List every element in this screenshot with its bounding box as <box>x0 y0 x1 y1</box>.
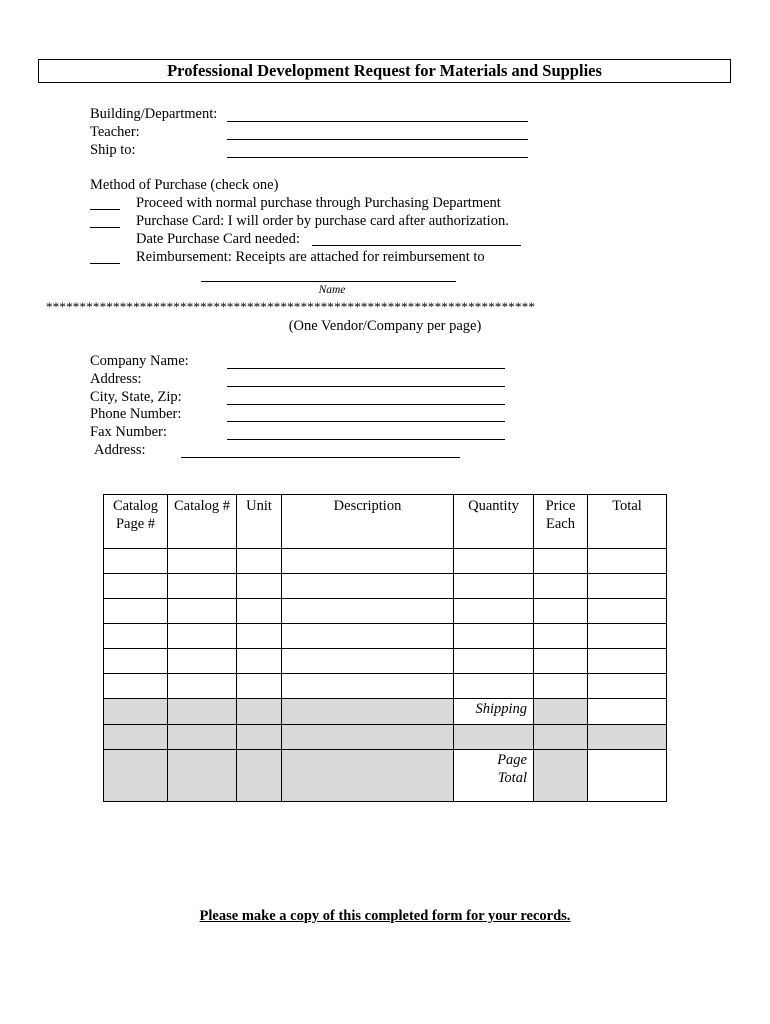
table-cell[interactable] <box>454 624 534 649</box>
date-needed-field[interactable] <box>312 245 521 246</box>
header-total: Total <box>588 495 667 549</box>
table-cell[interactable] <box>534 599 588 624</box>
table-cell[interactable] <box>454 649 534 674</box>
table-cell[interactable] <box>104 549 168 574</box>
grey-cell <box>282 699 454 725</box>
shipping-row <box>104 699 667 725</box>
items-table <box>103 494 667 802</box>
table-cell[interactable] <box>104 674 168 699</box>
table-cell[interactable] <box>237 599 282 624</box>
table-cell[interactable] <box>534 624 588 649</box>
header-catalog-number: Catalog # <box>168 495 237 549</box>
table-cell[interactable] <box>282 574 454 599</box>
table-cell[interactable] <box>534 574 588 599</box>
fax-field[interactable] <box>227 439 505 440</box>
table-cell[interactable] <box>168 599 237 624</box>
table-cell[interactable] <box>168 549 237 574</box>
address-label: Address: <box>90 371 142 387</box>
option2-checkbox[interactable] <box>90 227 120 228</box>
ship-to-field[interactable] <box>227 157 528 158</box>
grey-cell <box>104 725 168 750</box>
vendor-note: (One Vendor/Company per page) <box>288 318 482 334</box>
table-cell[interactable] <box>168 624 237 649</box>
grey-cell <box>237 699 282 725</box>
table-cell[interactable] <box>104 574 168 599</box>
table-cell[interactable] <box>454 674 534 699</box>
table-cell[interactable] <box>237 674 282 699</box>
table-cell[interactable] <box>588 549 667 574</box>
table-cell[interactable] <box>282 599 454 624</box>
city-field[interactable] <box>227 404 505 405</box>
grey-cell <box>104 699 168 725</box>
table-cell[interactable] <box>588 649 667 674</box>
separator-stars: ************************************************************************* <box>46 299 536 314</box>
table-cell[interactable] <box>454 549 534 574</box>
table-cell[interactable] <box>588 674 667 699</box>
table-cell[interactable] <box>588 574 667 599</box>
grey-cell <box>237 725 282 750</box>
option3-label: Reimbursement: Receipts are attached for reimbursement to <box>136 249 485 265</box>
table-row <box>104 574 667 599</box>
header-unit: Unit <box>237 495 282 549</box>
footer-note: Please make a copy of this completed form for your records. <box>199 908 571 924</box>
table-row <box>104 599 667 624</box>
date-needed-label: Date Purchase Card needed: <box>136 231 300 247</box>
teacher-label: Teacher: <box>90 124 140 140</box>
building-field[interactable] <box>227 121 528 122</box>
grey-cell <box>534 725 588 750</box>
purchase-heading: Method of Purchase (check one) <box>90 177 279 193</box>
address2-label: Address: <box>94 442 146 458</box>
table-cell[interactable] <box>168 574 237 599</box>
table-cell[interactable] <box>282 624 454 649</box>
page-total-cell[interactable] <box>588 750 667 802</box>
name-caption: Name <box>318 284 346 296</box>
company-label: Company Name: <box>90 353 189 369</box>
grey-cell <box>534 750 588 802</box>
header-catalog-page: Catalog Page # <box>104 495 168 549</box>
table-cell[interactable] <box>168 674 237 699</box>
grey-cell <box>104 750 168 802</box>
table-cell[interactable] <box>282 649 454 674</box>
table-cell[interactable] <box>104 624 168 649</box>
grey-cell <box>168 725 237 750</box>
grey-cell <box>454 725 534 750</box>
table-cell[interactable] <box>588 624 667 649</box>
page-total-label <box>454 750 534 802</box>
grey-cell <box>282 750 454 802</box>
table-cell[interactable] <box>534 549 588 574</box>
grey-cell <box>237 750 282 802</box>
header-quantity: Quantity <box>454 495 534 549</box>
table-row <box>104 649 667 674</box>
option3-checkbox[interactable] <box>90 263 120 264</box>
table-cell[interactable] <box>237 549 282 574</box>
fax-label: Fax Number: <box>90 424 167 440</box>
grey-cell <box>534 699 588 725</box>
table-cell[interactable] <box>534 674 588 699</box>
table-cell[interactable] <box>282 549 454 574</box>
phone-label: Phone Number: <box>90 406 182 422</box>
address2-field[interactable] <box>181 457 460 458</box>
table-cell[interactable] <box>454 574 534 599</box>
table-row <box>104 674 667 699</box>
grey-row <box>104 725 667 750</box>
page-total-row <box>104 750 667 802</box>
reimburse-name-field[interactable] <box>201 281 456 282</box>
option1-label: Proceed with normal purchase through Purchasing Department <box>136 195 501 211</box>
company-field[interactable] <box>227 368 505 369</box>
header-description: Description <box>282 495 454 549</box>
grey-cell <box>588 725 667 750</box>
table-cell[interactable] <box>588 599 667 624</box>
table-cell[interactable] <box>237 574 282 599</box>
ship-to-label: Ship to: <box>90 142 136 158</box>
option2-label: Purchase Card: I will order by purchase card after authorization. <box>136 213 509 229</box>
form-title: Professional Development Request for Materials and Supplies <box>38 59 731 83</box>
table-cell[interactable] <box>454 599 534 624</box>
page-total-label-line2: Total <box>497 770 527 786</box>
page-total-label-line1: Page <box>497 752 527 768</box>
city-label: City, State, Zip: <box>90 389 182 405</box>
address-field[interactable] <box>227 386 505 387</box>
table-cell[interactable] <box>168 649 237 674</box>
shipping-total-cell[interactable] <box>588 699 667 725</box>
table-cell[interactable] <box>237 649 282 674</box>
building-label: Building/Department: <box>90 106 218 122</box>
phone-field[interactable] <box>227 421 505 422</box>
shipping-label: Shipping <box>454 699 534 725</box>
grey-cell <box>168 699 237 725</box>
table-cell[interactable] <box>534 649 588 674</box>
table-cell[interactable] <box>237 624 282 649</box>
grey-cell <box>282 725 454 750</box>
table-row <box>104 549 667 574</box>
option1-checkbox[interactable] <box>90 209 120 210</box>
table-cell[interactable] <box>104 599 168 624</box>
table-cell[interactable] <box>282 674 454 699</box>
header-price-each: Price Each <box>534 495 588 549</box>
grey-cell <box>168 750 237 802</box>
table-cell[interactable] <box>104 649 168 674</box>
table-row <box>104 624 667 649</box>
teacher-field[interactable] <box>227 139 528 140</box>
